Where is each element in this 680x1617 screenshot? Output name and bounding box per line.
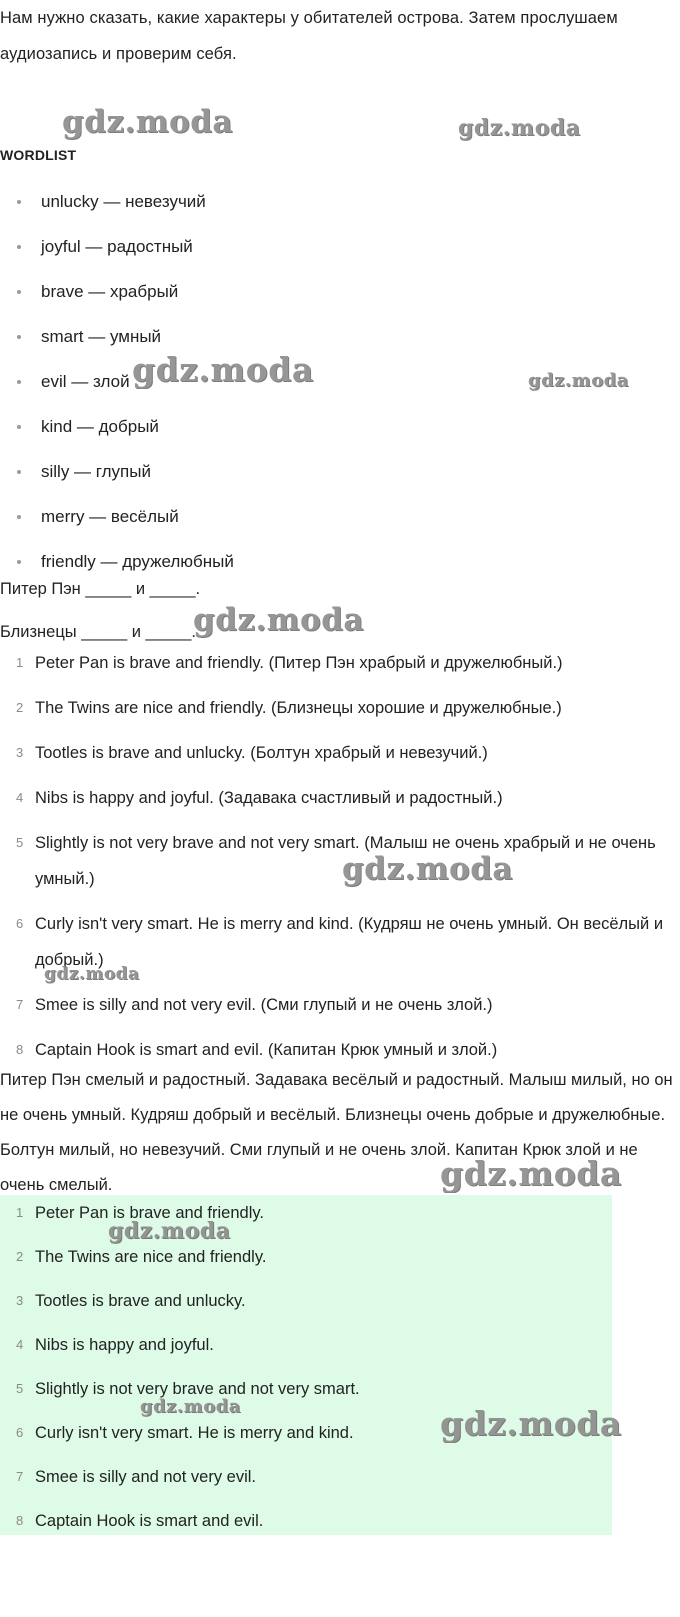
answer-text: Smee is silly and not very evil. (Сми глупый и не очень злой.) <box>35 996 493 1014</box>
item-number: 6 <box>16 916 24 931</box>
bullet-icon <box>17 515 21 519</box>
list-item <box>0 987 680 1023</box>
watermark: gdz.moda <box>342 851 513 887</box>
watermark: gdz.moda <box>62 104 233 140</box>
list-item <box>0 460 234 505</box>
answer-text: Nibs is happy and joyful. <box>35 1336 214 1354</box>
watermark: gdz.moda <box>108 1218 231 1244</box>
item-number: 1 <box>16 655 24 670</box>
wordlist-entry: merry — весёлый <box>41 507 179 526</box>
item-number: 7 <box>16 997 24 1012</box>
bullet-icon <box>17 290 21 294</box>
list-item <box>0 505 234 550</box>
list-item <box>0 1239 360 1283</box>
answer-text: Slightly is not very brave and not very smart. <box>35 1380 360 1398</box>
wordlist <box>0 190 234 595</box>
bullet-icon <box>17 335 21 339</box>
list-item <box>0 415 234 460</box>
watermark: gdz.moda <box>132 350 314 389</box>
list-item <box>0 1327 360 1371</box>
wordlist-entry: kind — добрый <box>41 417 159 436</box>
answer-text: The Twins are nice and friendly. (Близнецы хорошие и дружелюбные.) <box>35 699 562 717</box>
highlighted-answers-box <box>0 1195 612 1535</box>
answer-text: Peter Pan is brave and friendly. (Питер Пэн храбрый и дружелюбный.) <box>35 654 563 672</box>
list-item <box>0 190 234 235</box>
answer-text: Captain Hook is smart and evil. (Капитан Крюк умный и злой.) <box>35 1041 498 1059</box>
wordlist-entry: unlucky — невезучий <box>41 192 206 211</box>
bullet-icon <box>17 425 21 429</box>
item-number: 4 <box>16 1337 24 1352</box>
bullet-icon <box>17 470 21 474</box>
list-item <box>0 825 680 897</box>
answer-text: Curly isn't very smart. He is merry and kind. (Кудряш не очень умный. Он весёлый и добрый.) <box>35 915 664 969</box>
item-number: 8 <box>16 1042 24 1057</box>
bullet-icon <box>17 380 21 384</box>
watermark: gdz.moda <box>44 964 140 984</box>
list-item <box>0 1283 360 1327</box>
answer-text: The Twins are nice and friendly. <box>35 1248 267 1266</box>
answer-text: Tootles is brave and unlucky. <box>35 1292 246 1310</box>
list-item <box>0 735 680 771</box>
wordlist-entry: smart — умный <box>41 327 162 346</box>
summary-paragraph: Питер Пэн смелый и радостный. Задавака весёлый и радостный. Малыш милый, но он не очень умный. Кудряш добрый и весёлый. Близнецы очень добрые и дружелюбные. Болтун милый, но невезучий. Сми глупый и не очень злой. Капитан Крюк злой и не очень смелый. <box>0 1071 673 1194</box>
item-number: 3 <box>16 745 24 760</box>
item-number: 7 <box>16 1469 24 1484</box>
wordlist-entry: brave — храбрый <box>41 282 179 301</box>
intro-paragraph: Нам нужно сказать, какие характеры у обитателей острова. Затем прослушаем аудиозапись и проверим себя. <box>0 9 618 63</box>
item-number: 5 <box>16 1381 24 1396</box>
answer-text: Slightly is not very brave and not very smart. (Малыш не очень храбрый и не очень умный.) <box>35 834 656 888</box>
wordlist-entry: evil — злой <box>41 372 130 391</box>
watermark: gdz.moda <box>528 370 629 391</box>
wordlist-entry: joyful — радостный <box>41 237 193 256</box>
item-number: 4 <box>16 790 24 805</box>
watermark: gdz.moda <box>440 1154 622 1193</box>
item-number: 1 <box>16 1205 24 1220</box>
answer-text: Peter Pan is brave and friendly. <box>35 1204 264 1222</box>
bullet-icon <box>17 245 21 249</box>
bullet-icon <box>17 200 21 204</box>
list-item <box>0 280 234 325</box>
item-number: 6 <box>16 1425 24 1440</box>
task-line-1: Питер Пэн _____ и _____. <box>0 580 201 598</box>
list-item <box>0 1415 360 1459</box>
list-item <box>0 645 680 681</box>
answer-text: Captain Hook is smart and evil. <box>35 1512 264 1530</box>
wordlist-entry: friendly — дружелюбный <box>41 552 234 571</box>
wordlist-heading: WORDLIST <box>0 147 77 163</box>
answer-text: Tootles is brave and unlucky. (Болтун храбрый и невезучий.) <box>35 744 488 762</box>
list-item <box>0 1459 360 1503</box>
watermark: gdz.moda <box>140 1396 241 1417</box>
item-number: 8 <box>16 1513 24 1528</box>
answer-text: Smee is silly and not very evil. <box>35 1468 257 1486</box>
list-item <box>0 235 234 280</box>
list-item <box>0 780 680 816</box>
bullet-icon <box>17 560 21 564</box>
item-number: 2 <box>16 700 24 715</box>
watermark: gdz.moda <box>458 115 581 141</box>
answer-text: Nibs is happy and joyful. (Задавака счастливый и радостный.) <box>35 789 503 807</box>
list-item <box>0 690 680 726</box>
watermark: gdz.moda <box>440 1404 622 1443</box>
wordlist-entry: silly — глупый <box>41 462 151 481</box>
item-number: 2 <box>16 1249 24 1264</box>
list-item <box>0 1503 360 1547</box>
task-line-2: Близнецы _____ и _____. <box>0 623 196 641</box>
highlighted-answers-list <box>0 1195 360 1547</box>
item-number: 5 <box>16 835 24 850</box>
answers-list <box>0 645 680 1077</box>
answer-text: Curly isn't very smart. He is merry and kind. <box>35 1424 354 1442</box>
item-number: 3 <box>16 1293 24 1308</box>
watermark: gdz.moda <box>193 602 364 638</box>
